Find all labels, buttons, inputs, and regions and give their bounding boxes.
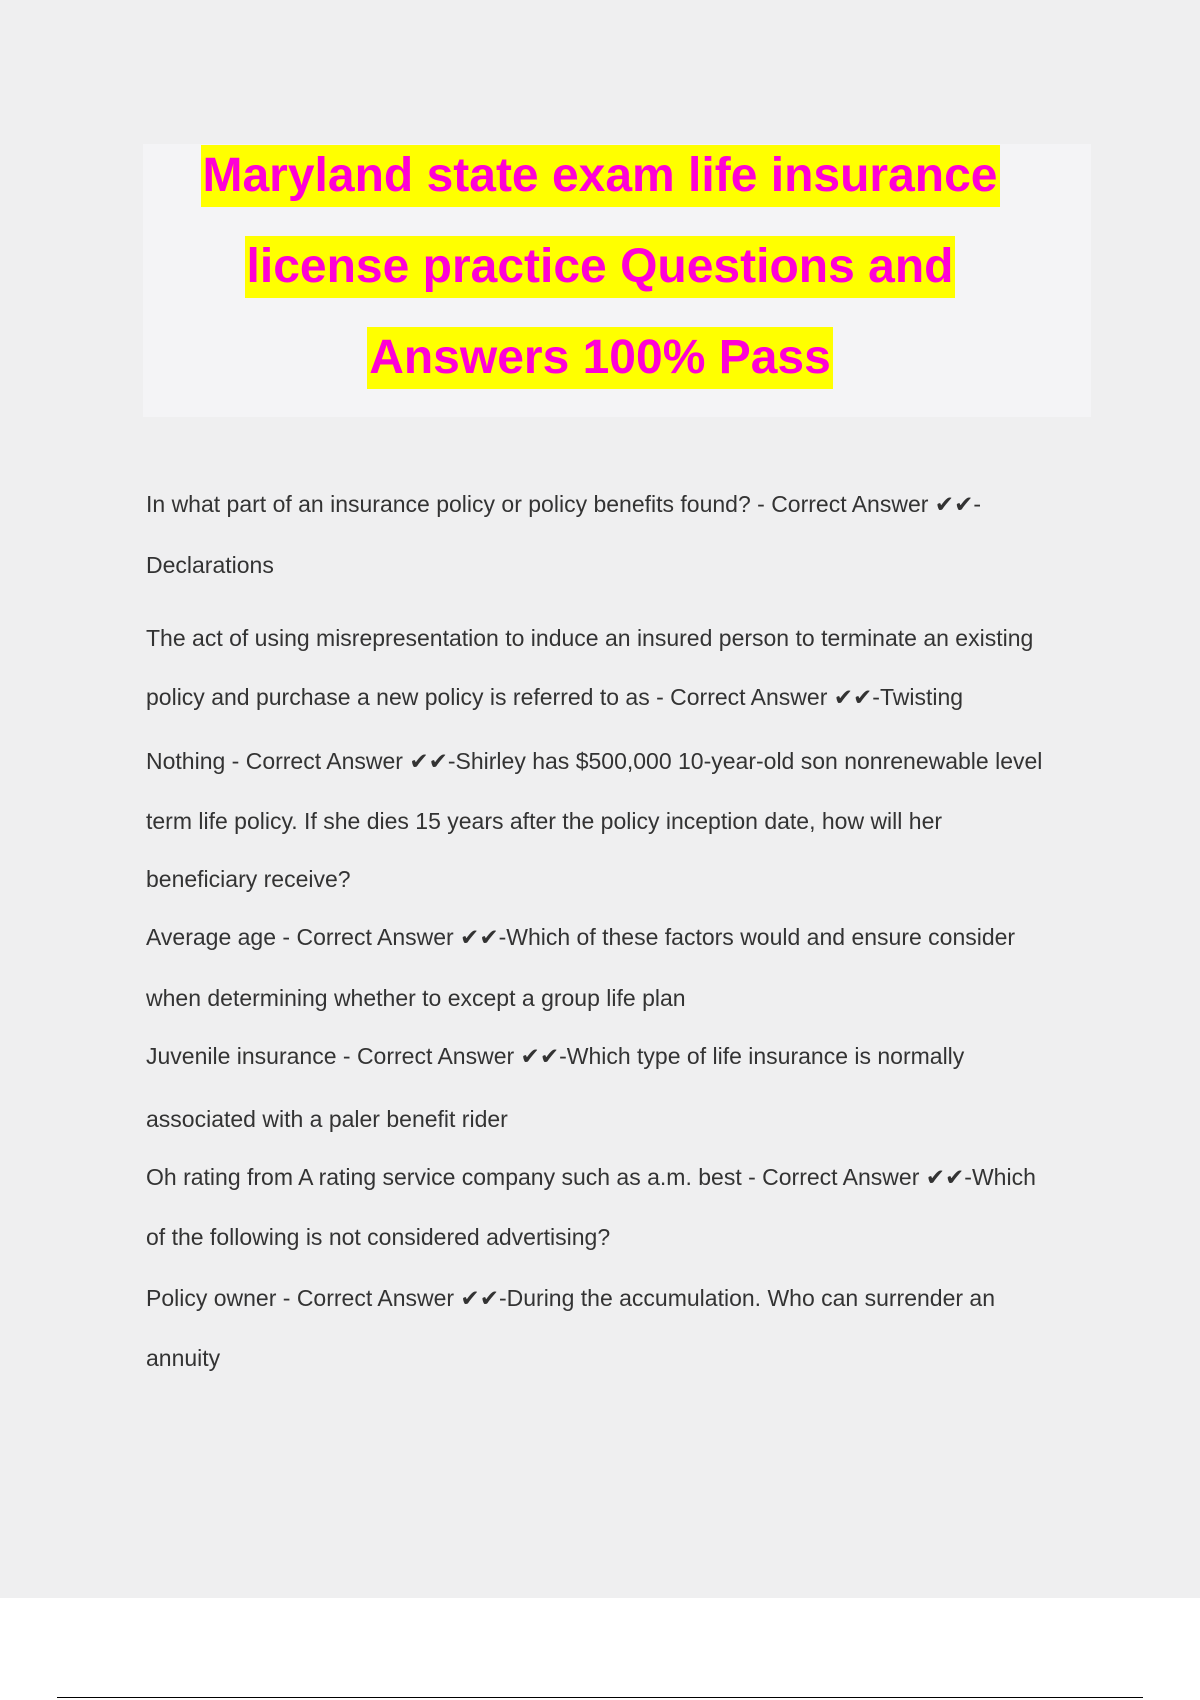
qa-line-8: Average age - Correct Answer ✔✔-Which of these factors would and ensure consider: [146, 924, 1016, 950]
footer-divider: [57, 1697, 1143, 1698]
qa-line-4: policy and purchase a new policy is referred to as - Correct Answer ✔✔-Twisting: [146, 684, 964, 710]
qa-line-9: when determining whether to except a group life plan: [146, 985, 686, 1011]
qa-line-5: Nothing - Correct Answer ✔✔-Shirley has $500,000 10-year-old son nonrenewable level: [146, 748, 1043, 774]
title-line-3: [0, 327, 1200, 389]
qa-line-1: In what part of an insurance policy or policy benefits found? - Correct Answer ✔✔-: [146, 491, 981, 517]
qa-line-12: Oh rating from A rating service company such as a.m. best - Correct Answer ✔✔-Which: [146, 1164, 1036, 1190]
qa-line-6: term life policy. If she dies 15 years after the policy inception date, how will her: [146, 808, 943, 834]
title-text-1: Maryland state exam life insurance: [201, 145, 1000, 207]
qa-line-13: of the following is not considered advertising?: [146, 1224, 611, 1250]
title-line-1: [0, 145, 1200, 207]
qa-line-11: associated with a paler benefit rider: [146, 1106, 508, 1132]
title-line-2: [0, 236, 1200, 298]
title-text-2: license practice Questions and: [245, 236, 956, 298]
qa-line-2: Declarations: [146, 552, 274, 578]
qa-line-7: beneficiary receive?: [146, 866, 351, 892]
qa-line-3: The act of using misrepresentation to induce an insured person to terminate an existing: [146, 625, 1034, 651]
qa-line-15: annuity: [146, 1345, 221, 1371]
qa-line-14: Policy owner - Correct Answer ✔✔-During the accumulation. Who can surrender an: [146, 1285, 996, 1311]
qa-line-10: Juvenile insurance - Correct Answer ✔✔-Which type of life insurance is normally: [146, 1043, 965, 1069]
title-text-3: Answers 100% Pass: [367, 327, 833, 389]
